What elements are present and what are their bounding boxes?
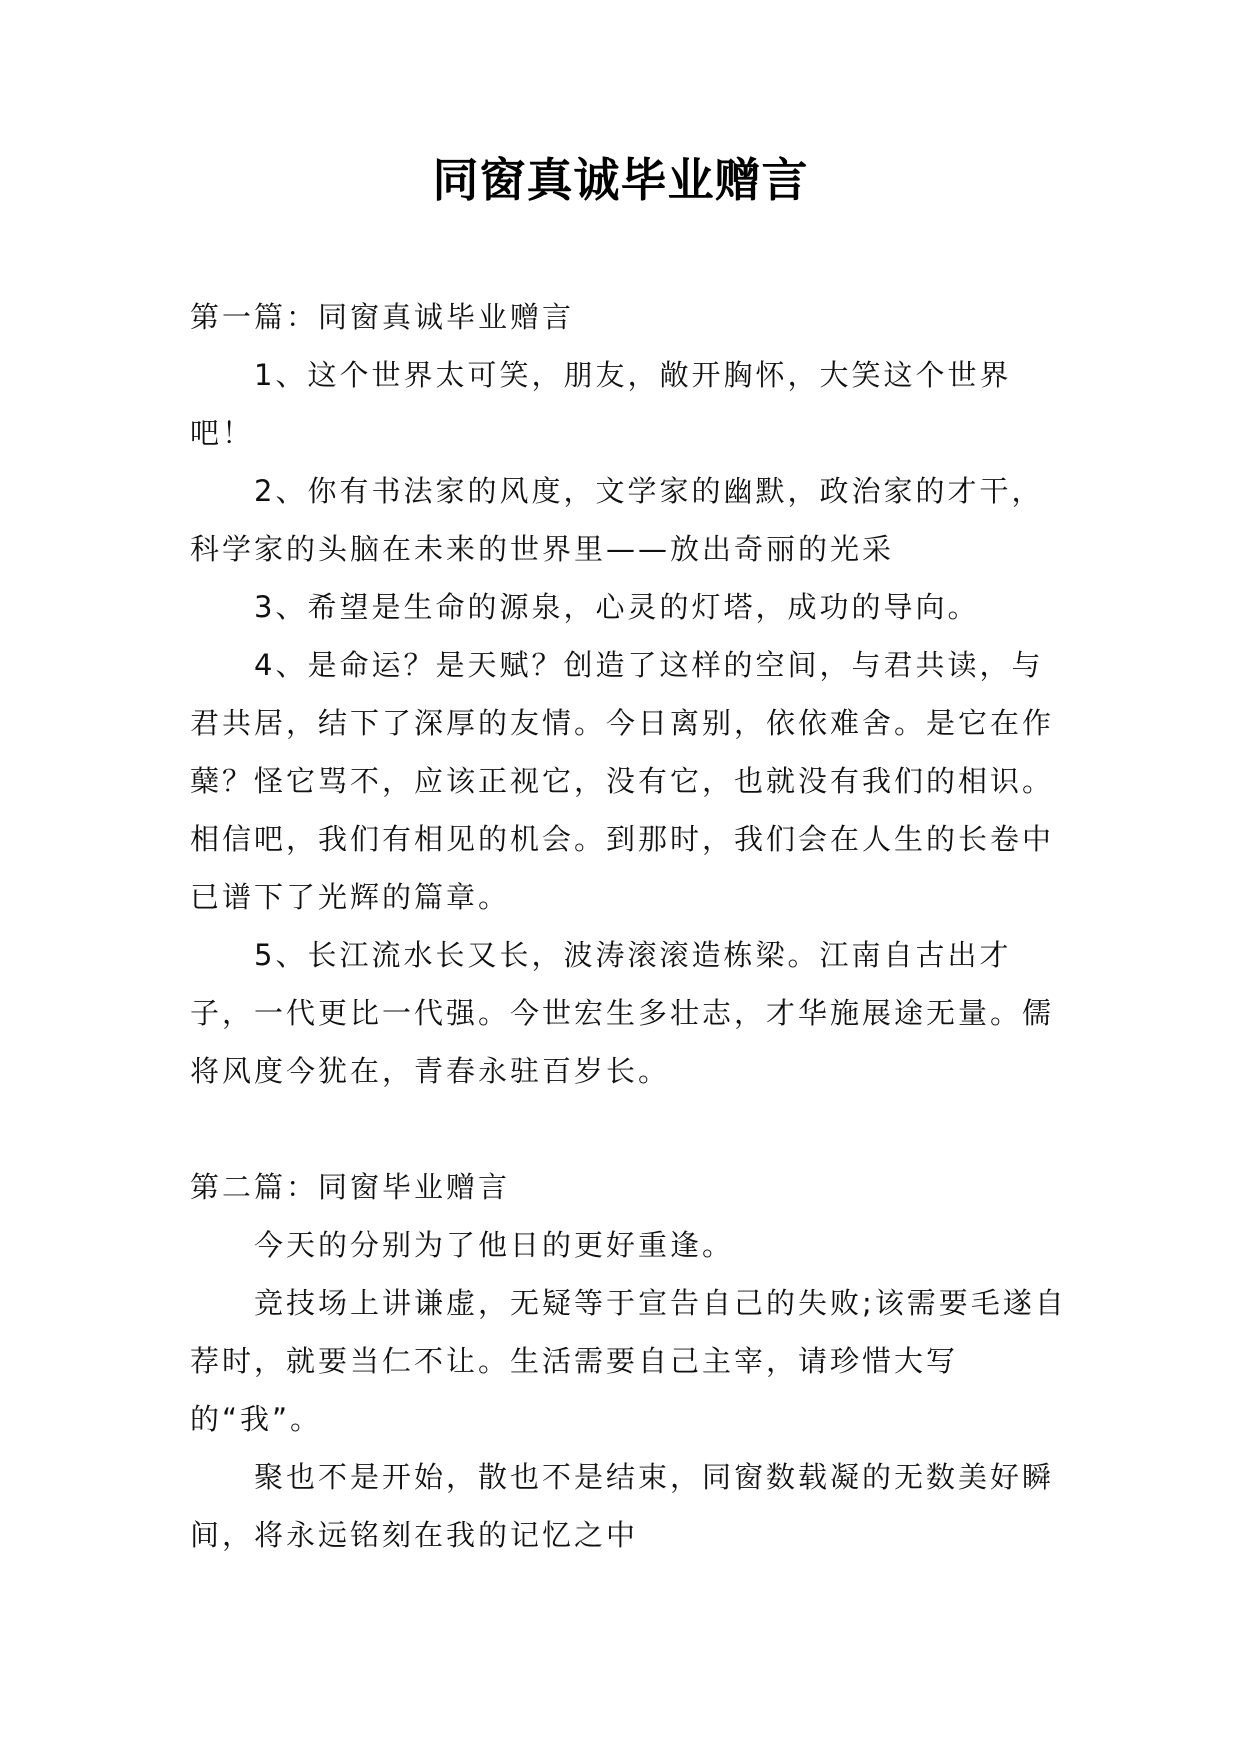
paragraph: 1、这个世界太可笑，朋友，敞开胸怀，大笑这个世界吧！ <box>190 358 1012 450</box>
document-title: 同窗真诚毕业赠言 <box>432 153 809 207</box>
paragraph: 竞技场上讲谦虚，无疑等于宣告自己的失败;该需要毛遂自荐时，就要当仁不让。生活需要自己主宰，请珍惜大写的“我”。 <box>190 1286 1067 1436</box>
section-heading: 第二篇：同窗毕业赠言 <box>190 1170 511 1204</box>
paragraph: 2、你有书法家的风度，文学家的幽默，政治家的才干，科学家的头脑在未来的世界里——放出奇丽的光采 <box>190 474 1044 566</box>
paragraph: 3、希望是生命的源泉，心灵的灯塔，成功的导向。 <box>254 590 980 624</box>
section-1 <box>190 288 1070 1100</box>
section-spacer <box>190 1100 1070 1158</box>
paragraph: 5、长江流水长又长，波涛滚滚造栋梁。江南自古出才子，一代更比一代强。今世宏生多壮志，才华施展途无量。儒将风度今犹在，青春永驻百岁长。 <box>190 938 1055 1088</box>
section-2 <box>190 1158 1070 1564</box>
paragraph: 今天的分别为了他日的更好重逢。 <box>254 1228 735 1262</box>
paragraph: 聚也不是开始，散也不是结束，同窗数载凝的无数美好瞬间，将永远铭刻在我的记忆之中 <box>190 1460 1055 1552</box>
paragraph: 4、是命运？是天赋？创造了这样的空间，与君共读，与君共居，结下了深厚的友情。今日离别，依依难舍。是它在作蘖？怪它骂不，应该正视它，没有它，也就没有我们的相识。相信吧，我们有相见的机会。到那时，我们会在人生的长卷中已谱下了光辉的篇章。 <box>190 648 1055 914</box>
section-heading: 第一篇：同窗真诚毕业赠言 <box>190 300 575 334</box>
document-body <box>190 288 1070 1564</box>
